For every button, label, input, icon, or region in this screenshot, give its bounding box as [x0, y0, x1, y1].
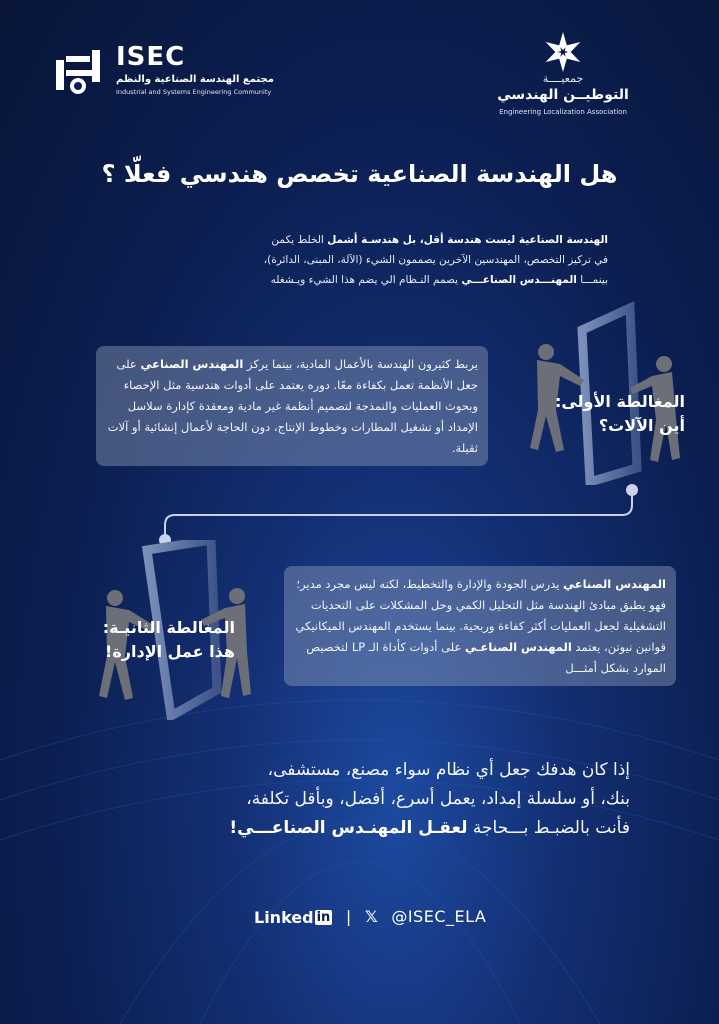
intro-bold-a: الهندسة الصناعية ليست هندسة أقل، بل هندسـة أشمل — [327, 234, 608, 246]
myth1-explanation-card — [96, 346, 488, 466]
card2-part2: على أدوات كأداة الـ LP لتخصيص الموارد بشكل أمثـــل — [306, 640, 666, 675]
outro-line2: بنك، أو سلسلة إمداد، يعمل أسرع، أفضل، وبأقل تكلفة، — [246, 789, 630, 809]
linkedin-icon[interactable]: Linked in — [254, 907, 331, 927]
ela-star-icon — [535, 30, 591, 76]
ela-english-name: Engineering Localization Association — [499, 108, 627, 116]
myth2-explanation-card — [284, 566, 676, 686]
card2-bold2: المهندس الصناعـي — [464, 640, 572, 654]
isec-english-name: Industrial and Systems Engineering Community — [116, 88, 272, 96]
card1-bold: المهندس الصناعي — [140, 357, 244, 371]
card1-part1: يربط كثيرون الهندسة بالأعمال المادية، بينما يركز — [243, 357, 478, 371]
card2-part1: يدرس الجودة والإدارة والتخطيط، لكنه ليس مجرد مدير؛ فهو يطبق مبادئ الهندسة مثل التحليل الكمي وحل المشكلات على التحديات التشغيلية لجعل العمليات أكثر كفاءة وربحية. بينما يستخدم المهندس الميكانيكي قوانين نيوتن، يعتمد — [295, 577, 666, 654]
page-title: هل الهندسة الصناعية تخصص هندسي فعلّا ؟ — [101, 160, 618, 188]
outro-line3-a: فأنت بالضبـط بـــحاجة — [467, 818, 630, 838]
social-footer — [254, 906, 544, 936]
myth1-heading — [510, 390, 685, 438]
closing-paragraph — [90, 756, 630, 843]
isec-name: ISEC — [116, 42, 186, 72]
isec-emblem-icon — [52, 46, 108, 98]
myth2-heading — [70, 616, 235, 664]
intro-line3-b: يصمم النـظام الي يضم هذا الشيء ويـشغله — [270, 274, 462, 286]
intro-line1-rest: الخلط يكمن — [271, 234, 328, 246]
intro-line2: في تركيز التخصص، المهندسين الآخرين يصممون الشيء (الآلة، المبنى، الدائرة)، — [263, 254, 608, 266]
myth1-label: المغالطة الأولى: — [554, 392, 685, 411]
isec-arabic-name: مجتمع الهندسة الصناعية والنظم — [116, 74, 274, 85]
isec-logo — [52, 42, 274, 102]
footer-separator: | — [345, 907, 352, 926]
social-handle[interactable]: @ISEC_ELA — [391, 907, 487, 926]
myth1-question: أين الآلات؟ — [598, 416, 685, 435]
intro-line3-bold: المهنـــدس الصناعـــي — [461, 274, 577, 286]
card2-bold1: المهندس الصناعي — [563, 577, 666, 591]
intro-paragraph — [100, 230, 608, 290]
x-icon[interactable]: 𝕏 — [364, 907, 378, 926]
myth2-question: هذا عمل الإدارة! — [105, 642, 235, 661]
ela-top-word: جمعيــــة — [542, 72, 584, 85]
connector-line — [160, 485, 637, 545]
myth2-label: المغالطة الثانيـة: — [102, 618, 235, 637]
ela-logo — [488, 30, 638, 120]
ela-arabic-name: التوطيــن الهندسي — [497, 87, 629, 103]
outro-line1: إذا كان هدفك جعل أي نظام سواء مصنع، مستشفى، — [267, 760, 630, 780]
outro-line3-bold: لعقـل المهنـدس الصناعـــي! — [229, 818, 468, 838]
card1-part2: على جعل الأنظمة تعمل بكفاءة معًا. دوره يعتمد على أدوات هندسية مثل الإحصاء وبحوث العمليات والنمذجة لتصميم أنظمة غير مادية ومعقدة كإدارة سلاسل الإمداد أو تشغيل المطارات وخطوط الإنتاج، دون الحاجة لأعمال إنشائية أو آلات ثقيلة. — [107, 357, 478, 455]
intro-line3-a: بينمـــا — [576, 274, 608, 286]
